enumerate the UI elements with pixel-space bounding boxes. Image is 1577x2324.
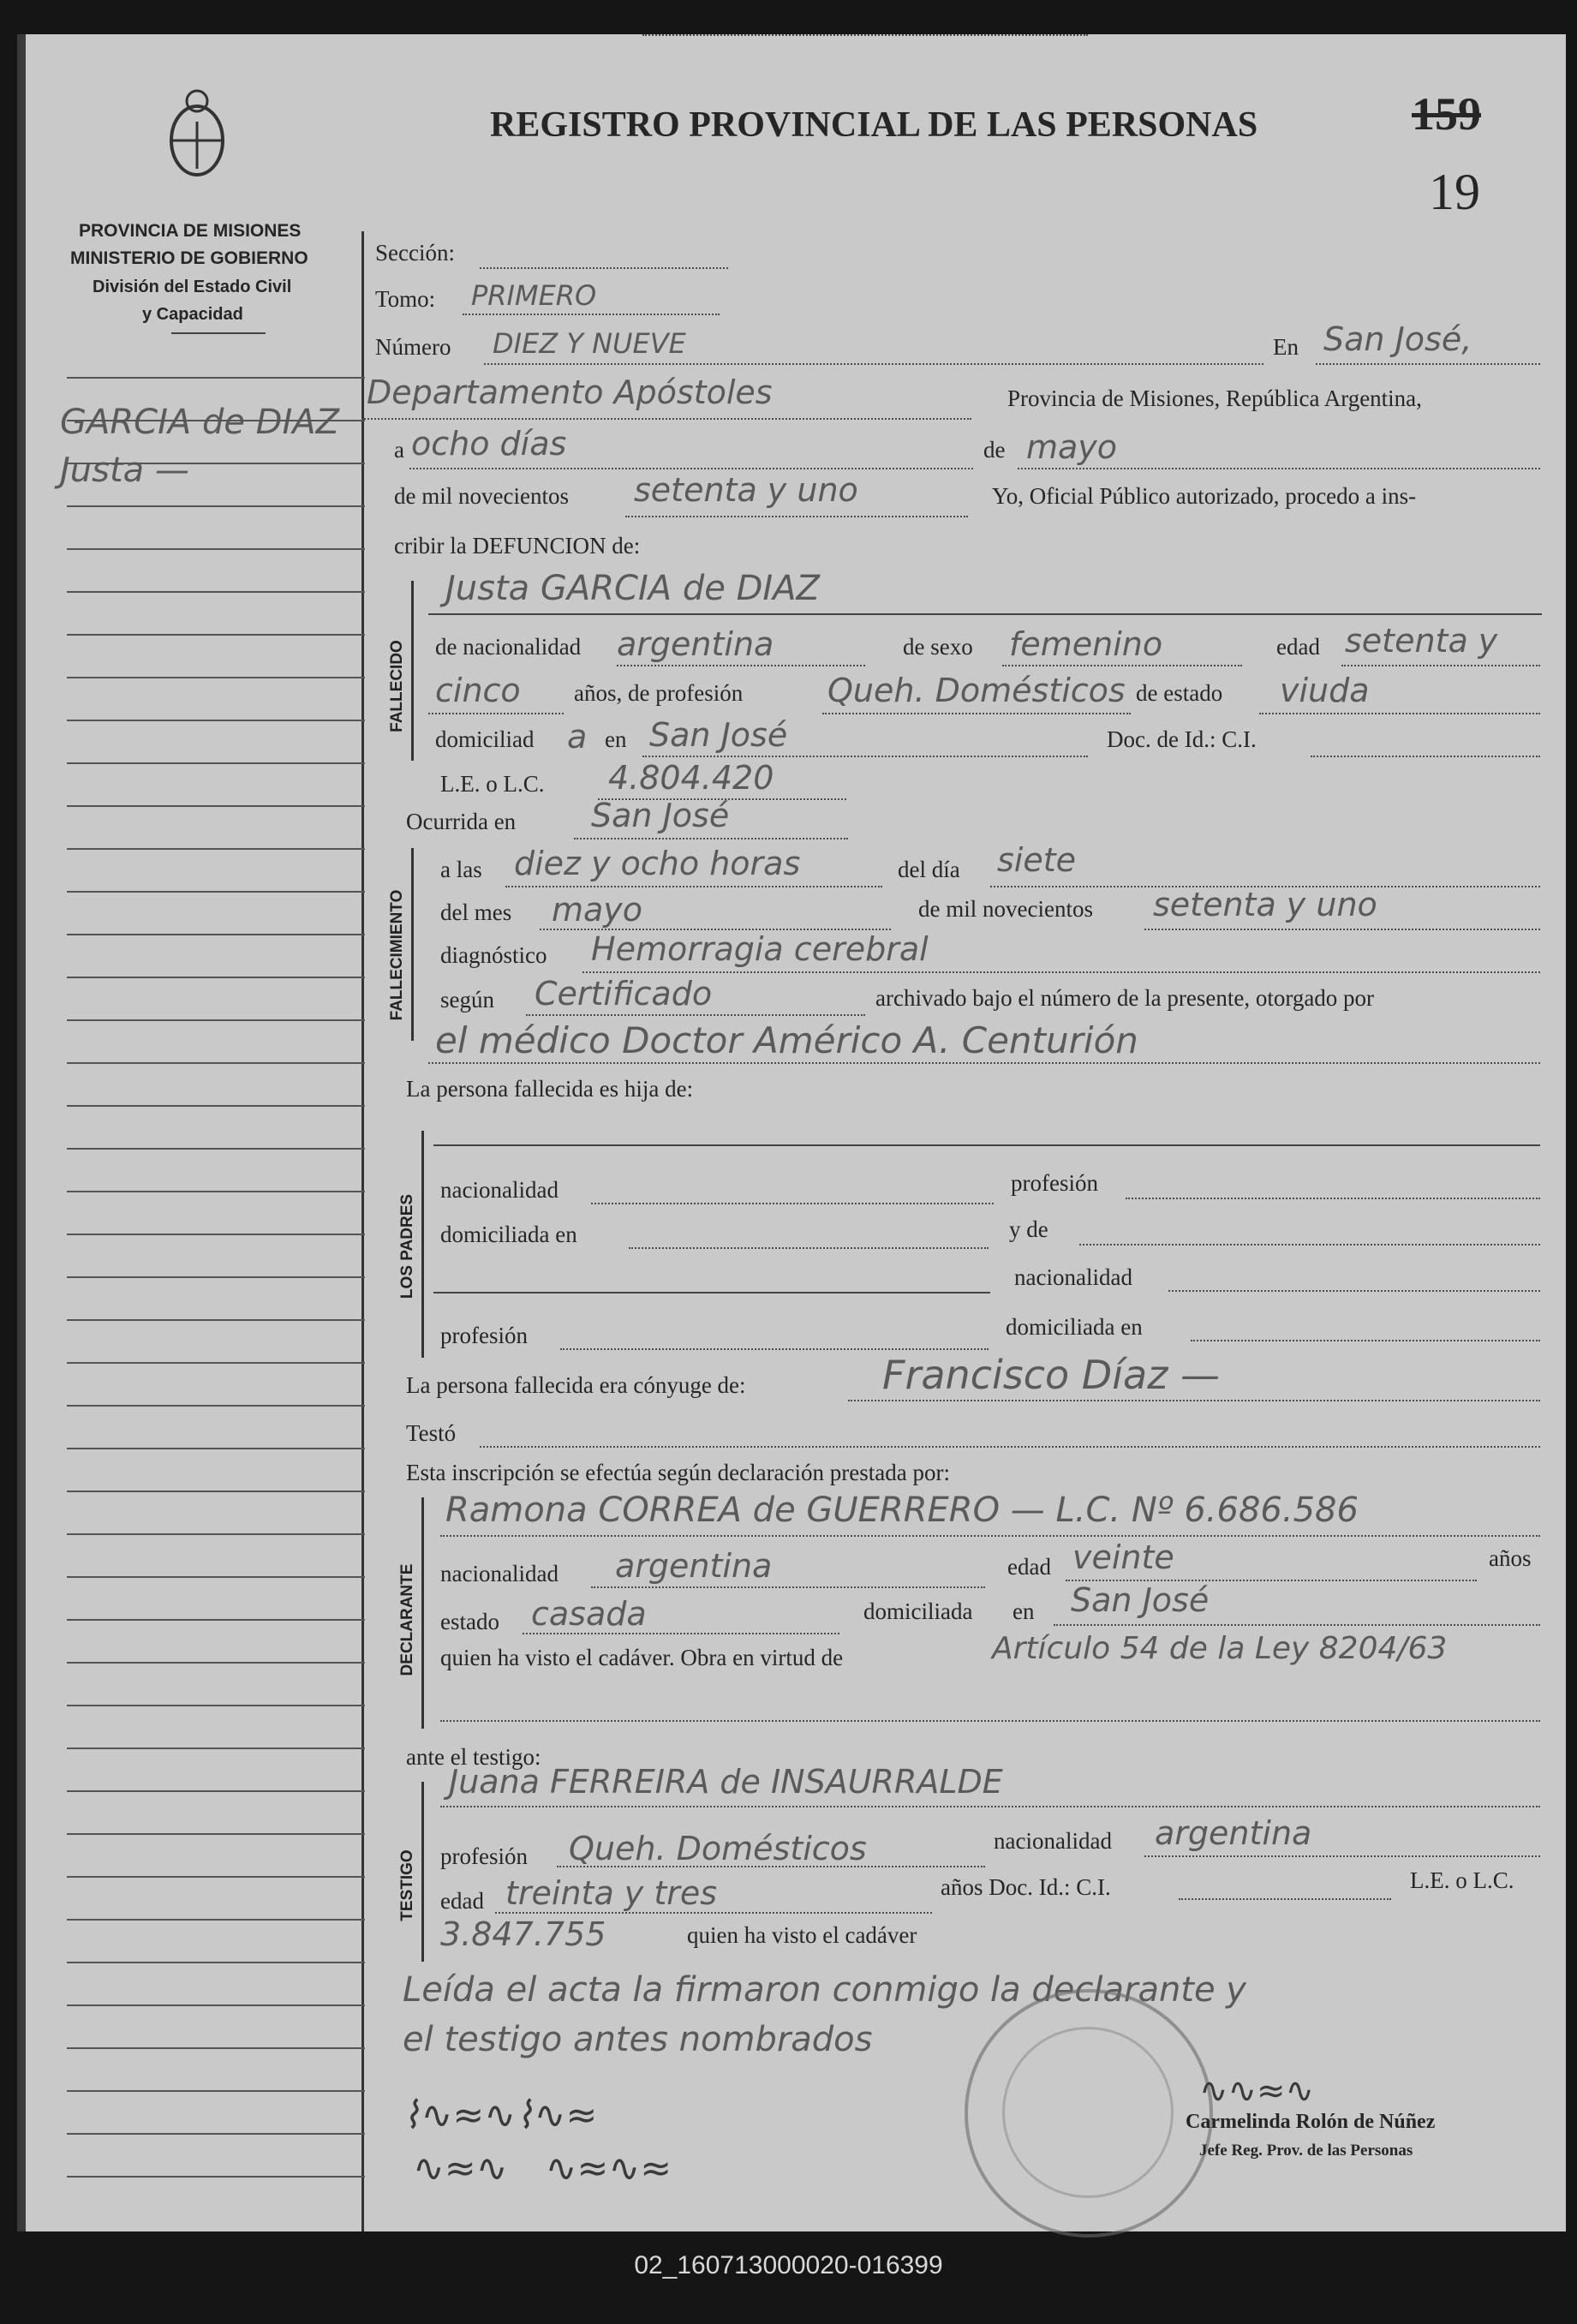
nacionalidad-value: argentina xyxy=(617,625,774,663)
margin-ruled-line xyxy=(67,677,365,678)
testigo-edad-value: treinta y tres xyxy=(505,1874,718,1912)
testigo-anios-doc-label: años Doc. Id.: C.I. xyxy=(941,1874,1111,1900)
le-value: 4.804.420 xyxy=(608,759,774,797)
edad-value: setenta y xyxy=(1345,622,1498,660)
domicilio-en-label: en xyxy=(605,726,627,752)
nombre-value: Justa GARCIA de DIAZ xyxy=(445,569,820,608)
mes-value: mayo xyxy=(1026,428,1118,466)
departamento-value: Departamento Apóstoles xyxy=(367,373,773,411)
declarante-domic-label: domiciliada xyxy=(863,1598,973,1624)
domiciliad-suffix: a xyxy=(567,718,588,756)
margin-ruled-line xyxy=(67,1662,365,1664)
margin-ruled-line xyxy=(67,1576,365,1578)
tomo-value: PRIMERO xyxy=(471,279,597,312)
office-line-2: MINISTERIO DE GOBIERNO xyxy=(70,248,308,268)
en-value: San José, xyxy=(1323,320,1472,358)
declarante-estado-value: casada xyxy=(531,1595,647,1633)
fallecido-side-label: FALLECIDO xyxy=(388,640,406,732)
tomo-label: Tomo: xyxy=(375,286,436,312)
old-folio-number: 159 xyxy=(1412,88,1481,140)
testigo-edad-label: edad xyxy=(440,1888,484,1914)
margin-ruled-line xyxy=(67,720,365,721)
declarante-edad-value: veinte xyxy=(1072,1538,1174,1576)
declarante-nac-value: argentina xyxy=(615,1547,773,1585)
office-line-4: y Capacidad xyxy=(142,305,243,324)
margin-ruled-line xyxy=(67,762,365,764)
seal-title: Jefe Reg. Prov. de las Personas xyxy=(1199,2142,1413,2160)
testigo-nac-value: argentina xyxy=(1155,1814,1312,1852)
declarante-anios-label: años xyxy=(1489,1545,1532,1571)
image-caption: 02_160713000020-016399 xyxy=(634,2251,943,2279)
margin-ruled-line xyxy=(67,1234,365,1235)
declarante-en-label: en xyxy=(1013,1598,1035,1624)
margin-ruled-line xyxy=(67,1962,365,1963)
fallecimiento-side-label: FALLECIMIENTO xyxy=(388,889,406,1021)
segun-value: Certificado xyxy=(535,975,713,1013)
del-mes-label: del mes xyxy=(440,899,512,925)
numero-label: Número xyxy=(375,334,451,360)
del-dia-label: del día xyxy=(898,857,960,882)
testigo-quien-label: quien ha visto el cadáver xyxy=(687,1922,917,1948)
numero-value: DIEZ Y NUEVE xyxy=(493,327,686,360)
margin-ruled-line xyxy=(67,1448,365,1449)
margin-ruled-line xyxy=(67,1747,365,1749)
obra-value: Artículo 54 de la Ley 8204/63 xyxy=(992,1631,1448,1666)
padre-domiciliada-label: domiciliada en xyxy=(440,1222,577,1247)
sexo-value: femenino xyxy=(1009,625,1163,663)
margin-note-surname: GARCIA de DIAZ xyxy=(60,403,340,442)
margin-note-name: Justa — xyxy=(60,451,189,490)
en-label: En xyxy=(1273,334,1299,360)
declarante-nac-label: nacionalidad xyxy=(440,1561,559,1586)
mes2-value: mayo xyxy=(552,891,643,929)
padre-nacionalidad-label: nacionalidad xyxy=(440,1177,559,1203)
testigo-prof-value: Queh. Domésticos xyxy=(569,1830,867,1867)
register-page xyxy=(17,34,1566,2231)
padre-profesion-label: profesión xyxy=(1011,1170,1098,1196)
padres-side-label: LOS PADRES xyxy=(398,1193,416,1299)
testigo-le-label: L.E. o L.C. xyxy=(1410,1867,1514,1893)
domiciliad-label: domiciliad xyxy=(435,726,535,752)
margin-ruled-line xyxy=(67,505,365,507)
margin-ruled-line xyxy=(67,377,365,379)
profesion-value: Queh. Domésticos xyxy=(827,672,1126,709)
testigo-prof-label: profesión xyxy=(440,1843,528,1869)
conyuge-value: Francisco Díaz — xyxy=(882,1352,1220,1398)
ocurrida-label: Ocurrida en xyxy=(406,809,517,834)
a-label: a xyxy=(394,437,404,463)
office-line-1: PROVINCIA DE MISIONES xyxy=(79,221,302,241)
declarante-estado-label: estado xyxy=(440,1609,499,1634)
oficial-label: Yo, Oficial Público autorizado, procedo a ins- xyxy=(992,483,1417,509)
margin-ruled-line xyxy=(67,1876,365,1878)
margin-ruled-line xyxy=(67,548,365,550)
margin-ruled-line xyxy=(67,1148,365,1150)
declarante-signature: ⌇∿≈∿⌇∿≈ xyxy=(403,2094,598,2137)
edad-label: edad xyxy=(1276,634,1320,660)
declarante-value: Ramona CORREA de GUERRERO — L.C. Nº 6.686.586 xyxy=(445,1491,1359,1530)
margin-ruled-line xyxy=(67,1533,365,1535)
margin-ruled-line xyxy=(67,977,365,978)
inscripcion-label: Esta inscripción se efectúa según declaración prestada por: xyxy=(406,1460,950,1485)
page-title: REGISTRO PROVINCIAL DE LAS PERSONAS xyxy=(490,105,1258,145)
margin-ruled-line xyxy=(67,634,365,636)
margin-ruled-line xyxy=(67,2004,365,2006)
seal-name: Carmelinda Rolón de Núñez xyxy=(1186,2111,1436,2133)
provincia-label: Provincia de Misiones, República Argentina, xyxy=(1007,385,1422,411)
margin-ruled-line xyxy=(67,848,365,850)
diagnostico-value: Hemorragia cerebral xyxy=(591,930,929,968)
profesion-label: años, de profesión xyxy=(574,680,744,706)
margin-ruled-line xyxy=(67,2176,365,2178)
testigo-nac-label: nacionalidad xyxy=(994,1828,1112,1854)
estado-label: de estado xyxy=(1136,680,1223,706)
sexo-label: de sexo xyxy=(903,634,973,660)
anio-value: setenta y uno xyxy=(634,471,858,509)
official-signature: ∿∿≈∿ xyxy=(1199,2071,1315,2111)
diagnostico-label: diagnóstico xyxy=(440,942,547,968)
testigo-doc-value: 3.847.755 xyxy=(440,1915,606,1953)
margin-ruled-line xyxy=(67,934,365,935)
margin-ruled-line xyxy=(67,1019,365,1021)
de-label: de xyxy=(983,437,1006,463)
official-seal xyxy=(965,1989,1213,2237)
leida-line-1: Leída el acta la firmaron conmigo la declarante y xyxy=(403,1970,1246,2010)
de-mil-label: de mil novecientos xyxy=(394,483,569,509)
margin-ruled-line xyxy=(67,1405,365,1407)
hija-label: La persona fallecida es hija de: xyxy=(406,1076,694,1102)
dias-value: ocho días xyxy=(411,425,567,463)
testigo-signature: ∿≈∿ ∿≈∿≈ xyxy=(413,2147,672,2190)
declarante-side-label: DECLARANTE xyxy=(398,1563,416,1676)
coat-of-arms-icon xyxy=(163,87,231,182)
dia-value: siete xyxy=(997,841,1077,879)
margin-ruled-line xyxy=(67,805,365,807)
folio-number: 19 xyxy=(1429,164,1480,220)
le-label: L.E. o L.C. xyxy=(440,771,545,797)
anio2-value: setenta y uno xyxy=(1153,886,1377,923)
testo-label: Testó xyxy=(406,1420,457,1446)
testigo-side-label: TESTIGO xyxy=(398,1849,416,1921)
inscribir-label: cribir la DEFUNCION de: xyxy=(394,533,641,559)
estado-value: viuda xyxy=(1280,672,1370,709)
madre-nacionalidad-label: nacionalidad xyxy=(1014,1264,1132,1290)
margin-ruled-line xyxy=(67,1833,365,1835)
margin-ruled-line xyxy=(67,1062,365,1064)
margin-ruled-line xyxy=(67,420,365,421)
a-las-label: a las xyxy=(440,857,482,882)
margin-ruled-line xyxy=(67,1362,365,1364)
nacionalidad-label: de nacionalidad xyxy=(435,634,582,660)
conyuge-label: La persona fallecida era cónyuge de: xyxy=(406,1372,746,1398)
declarante-dom-value: San José xyxy=(1071,1581,1210,1619)
domicilio-value: San José xyxy=(649,716,788,754)
de-mil2-label: de mil novecientos xyxy=(918,896,1093,922)
declarante-edad-label: edad xyxy=(1007,1554,1051,1580)
doc-label: Doc. de Id.: C.I. xyxy=(1107,726,1257,752)
margin-ruled-line xyxy=(67,1919,365,1921)
margin-ruled-line xyxy=(67,2090,365,2092)
margin-ruled-line xyxy=(67,1790,365,1792)
edad-value-2: cinco xyxy=(435,672,521,709)
madre-domiciliada-label: domiciliada en xyxy=(1006,1314,1143,1340)
margin-ruled-line xyxy=(67,1619,365,1621)
quien-label: quien ha visto el cadáver. Obra en virtud de xyxy=(440,1645,844,1670)
medico-value: el médico Doctor Américo A. Centurión xyxy=(435,1019,1138,1061)
margin-ruled-line xyxy=(67,1705,365,1706)
margin-ruled-line xyxy=(67,1491,365,1492)
leida-line-2: el testigo antes nombrados xyxy=(403,2020,873,2059)
office-line-3: División del Estado Civil xyxy=(93,278,292,296)
margin-ruled-line xyxy=(67,591,365,593)
y-de-label: y de xyxy=(1009,1216,1048,1242)
madre-profesion-label: profesión xyxy=(440,1323,528,1348)
ocurrida-value: San José xyxy=(591,797,730,834)
testigo-value: Juana FERREIRA de INSAURRALDE xyxy=(449,1763,1003,1801)
margin-ruled-line xyxy=(67,2133,365,2135)
hora-value: diez y ocho horas xyxy=(514,845,801,882)
margin-ruled-line xyxy=(67,2047,365,2049)
seccion-label: Sección: xyxy=(375,240,455,266)
margin-ruled-line xyxy=(67,1276,365,1278)
margin-ruled-line xyxy=(67,1191,365,1192)
archivado-label: archivado bajo el número de la presente, otorgado por xyxy=(875,985,1375,1011)
segun-label: según xyxy=(440,987,494,1013)
margin-ruled-line xyxy=(67,891,365,893)
ante-label: ante el testigo: xyxy=(406,1744,541,1770)
margin-ruled-line xyxy=(67,463,365,464)
margin-ruled-line xyxy=(67,1105,365,1107)
margin-ruled-line xyxy=(67,1319,365,1321)
